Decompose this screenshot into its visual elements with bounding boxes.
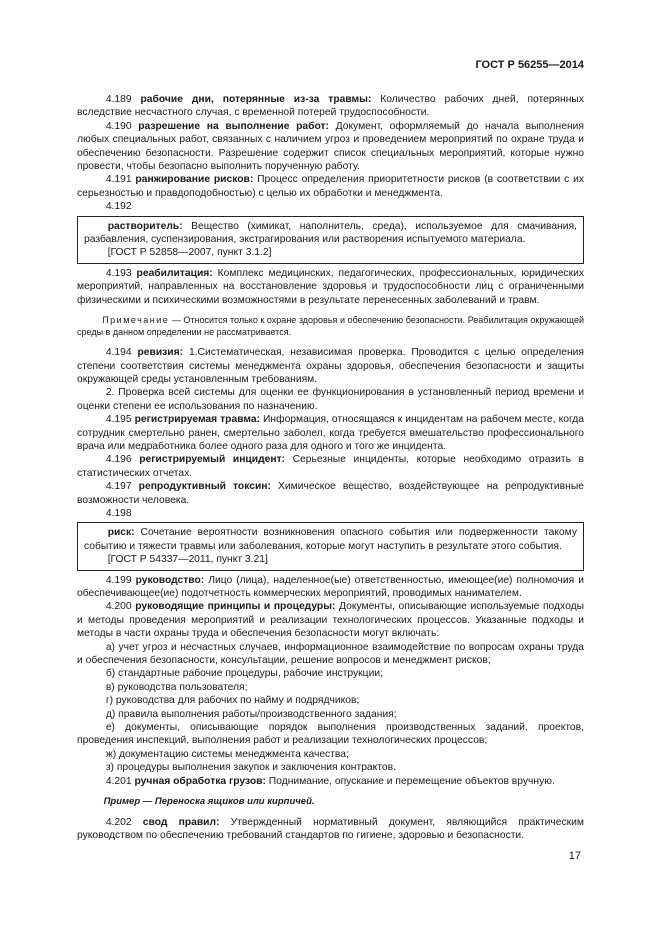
term-definition: Комплекс медицинских, педагогических, профессиональных, юридических мероприятий, направленных на восстановление здоровья и трудоспособности лиц с ограниченными физическими и психическими возможностями в результате перенесенных заболеваний и травм. (77, 267, 584, 306)
term-4192-box (77, 216, 584, 264)
term-definition: Химическое вещество, воздействующее на репродуктивные возможности человека. (77, 481, 584, 506)
note-label: Примечание (102, 315, 170, 326)
term-4192-number: 4.192 (105, 201, 132, 213)
list-item: ж) документацию системы менеджмента качества; (105, 748, 349, 760)
term-name: риск: (107, 527, 135, 539)
document-header: ГОСТ Р 56255—2014 (475, 59, 584, 71)
term-4198 (84, 526, 577, 553)
term-name: растворитель: (107, 220, 183, 232)
term-4192 (84, 220, 577, 247)
note-4193 (77, 315, 584, 338)
term-number: 4.197 (105, 481, 139, 493)
term-definition: Лицо (лица), наделенное(ые) ответственностью, имеющее(ие) полномочия и обеспечивающее(ие) подотчетность коммерческих мероприятий, проводимых нанимателем. (77, 574, 584, 599)
term-name: ранжирование рисков: (135, 174, 254, 186)
term-name: ревизия: (137, 347, 184, 359)
list-item: д) правила выполнения работы/производственного задания; (105, 708, 397, 720)
term-4198-box (77, 522, 584, 570)
term-definition: Количество рабочих дней, потерянных вследствие несчастного случая, с временной потерей трудоспособности. (77, 94, 584, 119)
document-body (77, 93, 584, 842)
term-4201 (77, 775, 584, 788)
term-name: регистрируемый инцидент: (139, 454, 286, 466)
list-item: а) учет угроз и несчастных случаев, информационное взаимодействие по вопросам охраны труда и обеспечения безопасности, консультации, решение вопросов и менеджмент рисков; (77, 641, 584, 667)
term-name: руководство: (135, 574, 205, 586)
term-definition: 1.Систематическая, независимая проверка. Проводится с целью определения степени соответствия системы менеджмента охраны здоровья, обеспечения безопасности и защиты окружающей среды установленным требованиям. (77, 347, 584, 385)
term-definition: Документы, описывающие используемые подходы и методы проведения мероприятий и реализации технологических процессов. Указанные подходы и методы в части охраны труда и обеспечения безопасности могут включать: (77, 601, 584, 640)
term-number: 4.201 (105, 775, 135, 787)
term-number: 4.193 (105, 267, 137, 279)
term-4195 (77, 413, 584, 453)
term-4196 (77, 453, 584, 480)
page-number: 17 (568, 850, 581, 862)
term-4197 (77, 480, 584, 507)
note-text: — Относится только к охране здоровья и обеспечению безопасности. Реабилитация окружающей среды в данном определении не рассматривается. (77, 315, 584, 337)
term-number: 4.194 (105, 347, 138, 359)
term-name: репродуктивный токсин: (138, 481, 271, 493)
example-4201: Пример — Переноска ящиков или кирпичей. (103, 796, 315, 808)
term-number: 4.195 (105, 414, 135, 426)
term-number: 4.196 (105, 454, 140, 466)
list-item: з) процедуры выполнения закупок и заключения контрактов. (105, 762, 396, 774)
list-item: е) документы, описывающие порядок выполнения производственных заданий, проектов, проведения инспекций, выполнения работ и реализации технологических процессов; (77, 722, 584, 747)
term-definition: Сочетание вероятности возникновения опасного события или подверженности такому событию и тяжести травмы или заболевания, которые могут наступить в результате этого события. (84, 527, 577, 552)
term-definition: Документ, оформляемый до начала выполнения любых специальных работ, связанных с наличием угроз и проведением мероприятий по охране труда и обеспечению безопасности. Разрешение содержит список специальных мероприятий, которые нужно провести, чтобы безопасно выполнить порученную работу. (77, 120, 584, 173)
term-4192-reference: [ГОСТ Р 52858—2007, пункт 3.1.2] (107, 247, 272, 259)
term-name: регистрируемая травма: (134, 414, 261, 426)
term-number: 4.200 (105, 601, 136, 613)
list-item: б) стандартные рабочие процедуры, рабочие инструкции; (105, 668, 383, 680)
term-name: ручная обработка грузов: (134, 775, 266, 787)
term-4198-number: 4.198 (105, 507, 132, 519)
term-definition: Информация, относящаяся к инцидентам на рабочем месте, когда сотрудник смертельно ранен, смертельно заболел, когда требуется вмешательство профессионального врача или медработника более одного раза для одного и того же инцидента. (77, 414, 584, 452)
term-name: реабилитация: (136, 267, 213, 279)
term-name: руководящие принципы и процедуры: (135, 601, 336, 613)
term-definition: Вещество (химикат, наполнитель, среда), используемое для смачивания, разбавления, суспензирования, экстрагирования или растворения испытуемого материала. (84, 220, 577, 246)
term-number: 4.190 (105, 120, 139, 132)
term-definition: Серьезные инциденты, которые необходимо отразить в статистических отчетах. (77, 454, 584, 479)
term-4194 (77, 346, 584, 386)
term-definition: Процесс определения приоритетности рисков (в соответствии с их серьезностью и правдоподобностью) с целью их обработки и менеджмента. (77, 174, 584, 199)
term-number: 4.202 (105, 816, 143, 828)
term-name: разрешение на выполнение работ: (138, 120, 329, 132)
term-4190 (77, 120, 584, 174)
term-4193 (77, 267, 584, 307)
term-4200 (77, 600, 584, 640)
term-4199 (77, 574, 584, 601)
term-definition: Поднимание, опускание и перемещение объектов вручную. (265, 775, 555, 787)
term-4191 (77, 173, 584, 200)
term-name: рабочие дни, потерянные из-за травмы: (140, 94, 372, 105)
term-name: свод правил: (142, 816, 220, 828)
term-4198-reference: [ГОСТ Р 54337—2011, пункт 3.21] (107, 554, 268, 566)
term-definition: Утвержденный нормативный документ, являющийся практическим руководством по обеспечению требований стандартов по гигиене, здоровью и безопасности. (77, 816, 584, 841)
term-4194-part2: 2. Проверка всей системы для оценки ее функционирования в установленный период времени и оценки степени ее использования по назначению. (77, 387, 584, 412)
term-4202 (77, 816, 584, 843)
list-item: г) руководства для рабочих по найму и подрядчиков; (105, 695, 360, 707)
list-item: в) руководства пользователя; (105, 681, 248, 693)
term-4189 (77, 93, 584, 120)
term-number: 4.191 (105, 174, 136, 186)
term-number: 4.199 (105, 574, 136, 586)
term-number: 4.189 (105, 94, 141, 105)
